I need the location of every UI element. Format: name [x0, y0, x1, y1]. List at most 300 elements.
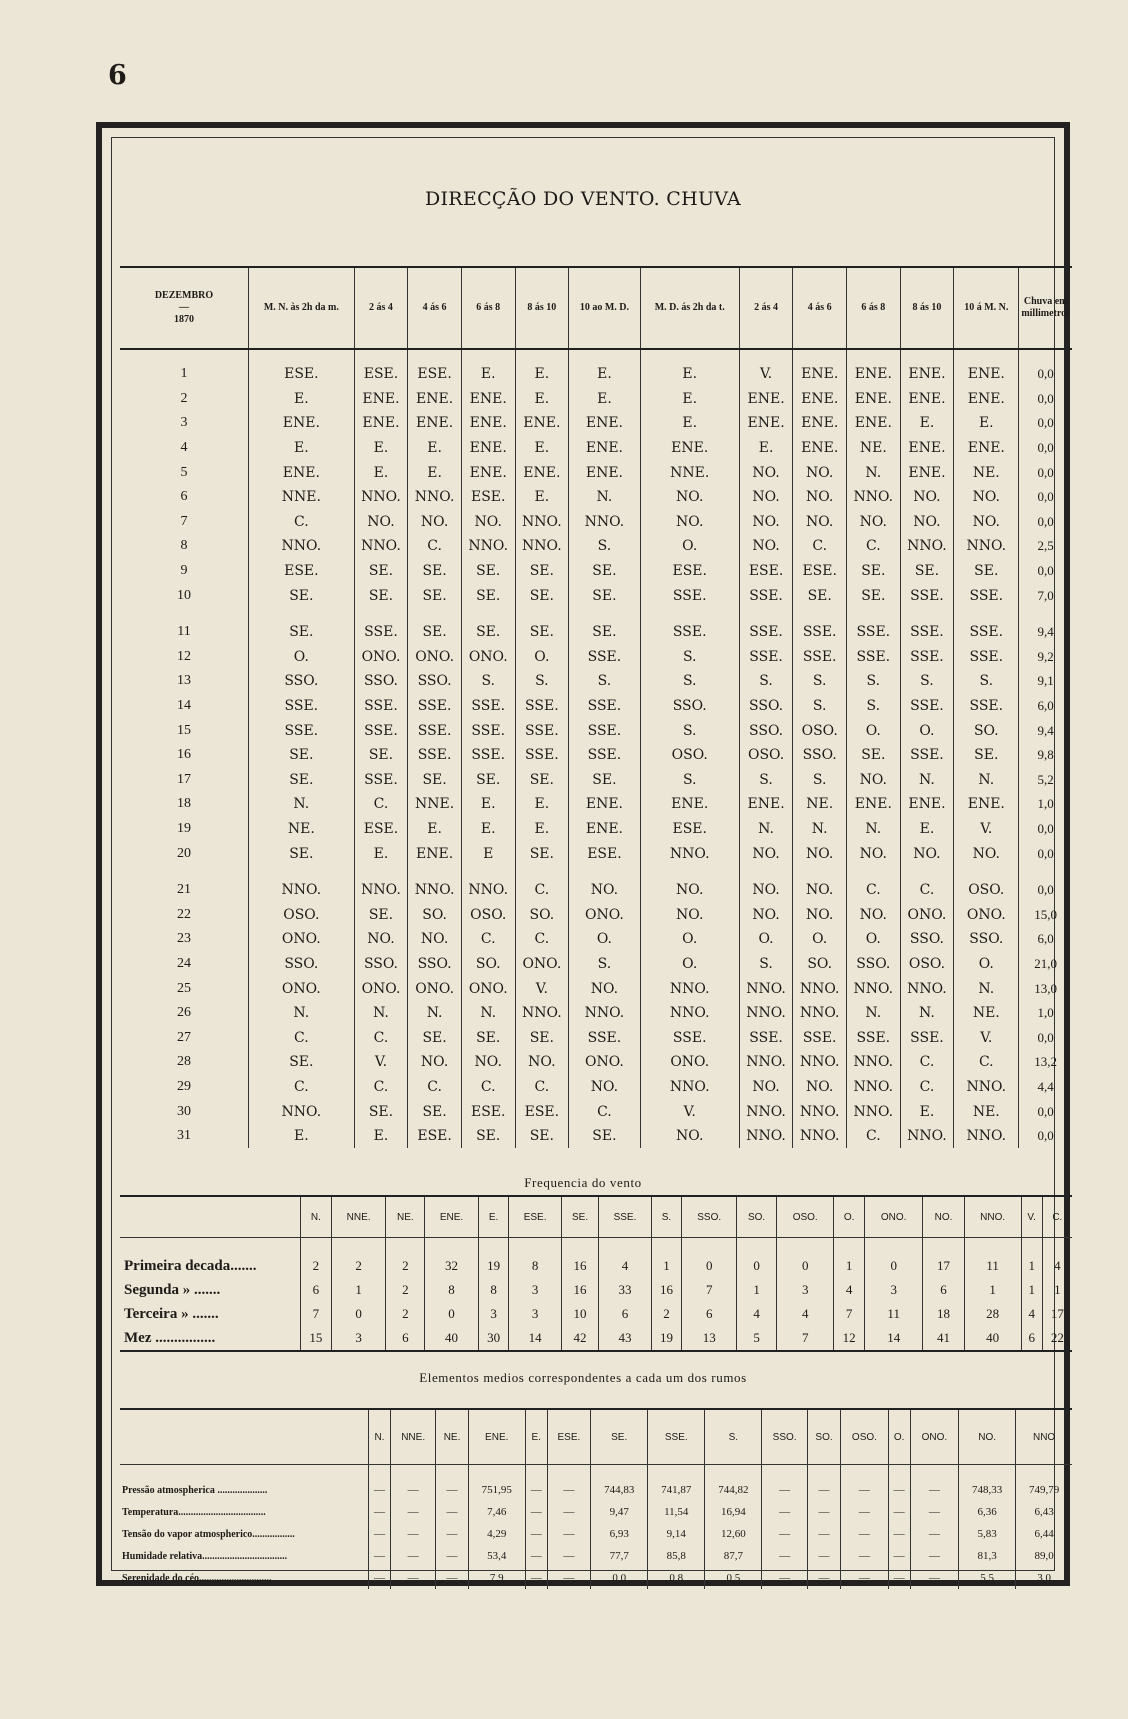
- wind-direction-cell: NNE.: [249, 485, 355, 510]
- wind-direction-cell: NNO.: [640, 976, 739, 1001]
- wind-direction-cell: SSE.: [847, 608, 901, 645]
- wind-direction-cell: C.: [408, 1075, 462, 1100]
- wind-direction-cell: ESE.: [640, 559, 739, 584]
- wind-direction-cell: SSE.: [954, 608, 1019, 645]
- elements-cell: —: [807, 1465, 840, 1502]
- wind-direction-cell: SSO.: [847, 952, 901, 977]
- frequency-cell: 7: [777, 1326, 834, 1351]
- wind-direction-cell: NNO.: [408, 866, 462, 903]
- frequency-cell: 2: [301, 1238, 332, 1279]
- elements-cell: —: [525, 1545, 547, 1567]
- elements-cell: —: [547, 1465, 590, 1502]
- wind-direction-cell: ESE.: [461, 1099, 515, 1124]
- elements-cell: 3,0: [1016, 1567, 1072, 1589]
- day-number: 27: [177, 1029, 191, 1045]
- rain-cell: 15,0: [1019, 902, 1072, 927]
- day-row: [120, 1124, 1072, 1149]
- elements-cell: —: [910, 1523, 959, 1545]
- wind-direction-cell: SSO.: [249, 952, 355, 977]
- elements-cell: 9,14: [648, 1523, 705, 1545]
- wind-direction-cell: SE.: [515, 559, 569, 584]
- day-row: [120, 485, 1072, 510]
- wind-direction-cell: SSE.: [569, 1025, 641, 1050]
- day-row: [120, 718, 1072, 743]
- elements-cell: 53,4: [468, 1545, 525, 1567]
- month-year-header: [120, 267, 249, 349]
- elements-column-header: N.: [369, 1409, 391, 1465]
- elements-cell: —: [436, 1545, 468, 1567]
- wind-direction-cell: NNO.: [354, 866, 408, 903]
- wind-direction-cell: ONO.: [408, 645, 462, 670]
- wind-direction-cell: SSO.: [793, 743, 847, 768]
- wind-direction-cell: NO.: [900, 510, 954, 535]
- wind-direction-cell: NO.: [640, 1124, 739, 1149]
- wind-direction-cell: SSE.: [793, 1025, 847, 1050]
- wind-direction-cell: O.: [847, 718, 901, 743]
- wind-direction-cell: NO.: [793, 1075, 847, 1100]
- wind-direction-cell: NNO.: [847, 1050, 901, 1075]
- rain-cell: 13,0: [1019, 976, 1072, 1001]
- elements-cell: 6,36: [959, 1501, 1016, 1523]
- elements-cell: —: [525, 1523, 547, 1545]
- wind-direction-cell: S.: [640, 768, 739, 793]
- wind-direction-cell: NNO.: [249, 866, 355, 903]
- wind-direction-cell: E.: [249, 1124, 355, 1149]
- elements-column-header: SSE.: [648, 1409, 705, 1465]
- wind-direction-cell: NO.: [739, 1075, 793, 1100]
- elements-cell: 749,79: [1016, 1465, 1072, 1502]
- elements-cell: 7,46: [468, 1501, 525, 1523]
- elements-column-header: ESE.: [547, 1409, 590, 1465]
- rain-cell: 5,2: [1019, 768, 1072, 793]
- rain-cell: 1,0: [1019, 792, 1072, 817]
- rain-cell: 6,0: [1019, 927, 1072, 952]
- elements-cell: —: [807, 1501, 840, 1523]
- frequency-column-header: ENE.: [425, 1196, 478, 1238]
- wind-direction-cell: S.: [900, 669, 954, 694]
- wind-direction-cell: NO.: [408, 927, 462, 952]
- day-number: 26: [177, 1005, 191, 1021]
- wind-direction-cell: NNO.: [793, 976, 847, 1001]
- frequency-cell: 1: [1021, 1278, 1042, 1302]
- wind-direction-cell: SSO.: [354, 952, 408, 977]
- day-number: 30: [177, 1103, 191, 1119]
- elements-cell: 4,29: [468, 1523, 525, 1545]
- wind-direction-cell: E.: [408, 460, 462, 485]
- wind-direction-cell: SE.: [515, 1124, 569, 1149]
- day-row: [120, 902, 1072, 927]
- wind-direction-cell: O.: [569, 927, 641, 952]
- day-row: [120, 841, 1072, 866]
- wind-direction-cell: SE.: [249, 743, 355, 768]
- wind-direction-cell: SE.: [900, 559, 954, 584]
- wind-direction-cell: ONO.: [515, 952, 569, 977]
- day-number: 12: [177, 648, 191, 664]
- wind-direction-cell: NNO.: [847, 1075, 901, 1100]
- wind-direction-cell: E.: [515, 436, 569, 461]
- wind-direction-cell: S.: [739, 768, 793, 793]
- day-number: 13: [177, 673, 191, 689]
- wind-direction-cell: SSE.: [515, 718, 569, 743]
- frequency-cell: 10: [561, 1302, 599, 1326]
- wind-direction-cell: NNE.: [640, 460, 739, 485]
- elements-cell: 6,44: [1016, 1523, 1072, 1545]
- wind-direction-cell: NO.: [954, 485, 1019, 510]
- rain-cell: 9,2: [1019, 645, 1072, 670]
- elements-column-header: E.: [525, 1409, 547, 1465]
- wind-direction-cell: SE.: [408, 583, 462, 608]
- wind-direction-cell: ENE.: [569, 460, 641, 485]
- day-number: 23: [177, 931, 191, 947]
- frequency-cell: 17: [923, 1238, 964, 1279]
- column-header: 8 ás 10: [900, 267, 954, 349]
- wind-direction-cell: O.: [249, 645, 355, 670]
- wind-direction-cell: NNO.: [515, 534, 569, 559]
- frequency-cell: 18: [923, 1302, 964, 1326]
- wind-direction-cell: ENE.: [461, 387, 515, 412]
- wind-direction-cell: SE.: [793, 583, 847, 608]
- wind-direction-cell: SSE.: [408, 743, 462, 768]
- day-row: [120, 927, 1072, 952]
- elements-cell: —: [390, 1501, 435, 1523]
- wind-direction-cell: NNO.: [461, 866, 515, 903]
- day-row: [120, 460, 1072, 485]
- wind-direction-cell: SSE.: [408, 694, 462, 719]
- wind-direction-cell: ESE.: [408, 1124, 462, 1149]
- elements-cell: —: [525, 1567, 547, 1589]
- rain-cell: 0,0: [1019, 460, 1072, 485]
- wind-direction-cell: S.: [793, 694, 847, 719]
- day-row: [120, 583, 1072, 608]
- day-row: [120, 1075, 1072, 1100]
- wind-direction-cell: SSE.: [900, 645, 954, 670]
- wind-direction-cell: ENE.: [954, 792, 1019, 817]
- rain-cell: 9,1: [1019, 669, 1072, 694]
- elements-cell: —: [525, 1465, 547, 1502]
- wind-direction-cell: N.: [739, 817, 793, 842]
- elements-row: [120, 1523, 1072, 1545]
- frequency-cell: 6: [301, 1278, 332, 1302]
- elements-corner-cell: [120, 1409, 369, 1465]
- wind-direction-cell: ONO.: [249, 927, 355, 952]
- elements-cell: —: [390, 1567, 435, 1589]
- wind-direction-cell: NNO.: [249, 534, 355, 559]
- wind-direction-cell: NE.: [954, 460, 1019, 485]
- day-row: [120, 694, 1072, 719]
- wind-direction-cell: ONO.: [954, 902, 1019, 927]
- frequency-cell: 8: [509, 1238, 561, 1279]
- frequency-cell: 4: [834, 1278, 865, 1302]
- wind-direction-cell: O.: [954, 952, 1019, 977]
- wind-direction-cell: C.: [461, 927, 515, 952]
- wind-direction-cell: NNO.: [900, 976, 954, 1001]
- wind-direction-cell: SE.: [569, 608, 641, 645]
- wind-direction-cell: NO.: [569, 1075, 641, 1100]
- month-label: DEZEMBRO: [154, 290, 214, 301]
- wind-direction-cell: SSE.: [408, 718, 462, 743]
- wind-direction-cell: O.: [739, 927, 793, 952]
- wind-direction-cell: C.: [954, 1050, 1019, 1075]
- elements-cell: —: [807, 1545, 840, 1567]
- wind-direction-cell: C.: [515, 866, 569, 903]
- wind-direction-cell: ENE.: [847, 349, 901, 387]
- wind-direction-cell: SE.: [954, 559, 1019, 584]
- elements-cell: 81,3: [959, 1545, 1016, 1567]
- frequency-cell: 12: [834, 1326, 865, 1351]
- wind-direction-cell: SE.: [515, 768, 569, 793]
- frequency-cell: 8: [425, 1278, 478, 1302]
- frequency-cell: 43: [599, 1326, 651, 1351]
- wind-direction-cell: S.: [793, 669, 847, 694]
- elements-row-label: Tensão do vapor atmospherico.................: [122, 1528, 295, 1540]
- wind-direction-cell: NNO.: [847, 485, 901, 510]
- wind-direction-cell: E.: [569, 349, 641, 387]
- frequency-column-header: ONO.: [865, 1196, 923, 1238]
- wind-direction-cell: ESE.: [569, 841, 641, 866]
- wind-direction-cell: SE.: [408, 559, 462, 584]
- wind-direction-cell: SE.: [847, 743, 901, 768]
- wind-direction-cell: SSE.: [954, 645, 1019, 670]
- wind-direction-cell: NNO.: [954, 534, 1019, 559]
- wind-direction-cell: ONO.: [408, 976, 462, 1001]
- elements-cell: —: [762, 1523, 807, 1545]
- elements-cell: —: [436, 1523, 468, 1545]
- wind-direction-cell: V.: [640, 1099, 739, 1124]
- wind-direction-cell: NO.: [515, 1050, 569, 1075]
- wind-direction-cell: SSE.: [954, 583, 1019, 608]
- wind-direction-cell: SSE.: [900, 694, 954, 719]
- wind-direction-cell: C.: [249, 510, 355, 535]
- day-number: 5: [180, 464, 188, 480]
- wind-direction-cell: OSO.: [640, 743, 739, 768]
- wind-direction-cell: ESE.: [249, 559, 355, 584]
- elements-cell: —: [888, 1567, 910, 1589]
- frequency-cell: 1: [1042, 1278, 1072, 1302]
- frequency-cell: 1: [651, 1238, 682, 1279]
- wind-direction-cell: ONO.: [569, 1050, 641, 1075]
- wind-direction-cell: SE.: [354, 559, 408, 584]
- wind-direction-cell: NNO.: [793, 1124, 847, 1149]
- wind-direction-cell: SE.: [847, 583, 901, 608]
- frequency-column-header: SSO.: [682, 1196, 737, 1238]
- wind-direction-cell: NO.: [954, 841, 1019, 866]
- wind-direction-cell: ENE.: [461, 436, 515, 461]
- wind-direction-cell: ENE.: [515, 460, 569, 485]
- rain-cell: 0,0: [1019, 1099, 1072, 1124]
- wind-direction-cell: SE.: [569, 1124, 641, 1149]
- day-number: 8: [180, 538, 188, 554]
- wind-direction-cell: SSE.: [640, 583, 739, 608]
- day-number: 1: [180, 366, 188, 382]
- wind-direction-cell: O.: [640, 952, 739, 977]
- wind-direction-cell: SSO.: [640, 694, 739, 719]
- frequency-cell: 6: [923, 1278, 964, 1302]
- wind-direction-cell: SSE.: [249, 694, 355, 719]
- wind-direction-cell: C.: [354, 1025, 408, 1050]
- wind-direction-cell: N.: [847, 1001, 901, 1026]
- day-row: [120, 669, 1072, 694]
- elements-cell: —: [762, 1501, 807, 1523]
- wind-direction-cell: E.: [249, 387, 355, 412]
- wind-direction-cell: S.: [640, 645, 739, 670]
- day-row: [120, 743, 1072, 768]
- wind-direction-cell: ENE.: [739, 387, 793, 412]
- day-number: 22: [177, 906, 191, 922]
- elements-cell: —: [369, 1501, 391, 1523]
- elements-cell: 6,43: [1016, 1501, 1072, 1523]
- wind-direction-cell: ENE.: [408, 387, 462, 412]
- wind-direction-cell: SSE.: [640, 608, 739, 645]
- wind-direction-cell: SSE.: [847, 645, 901, 670]
- wind-direction-cell: SE.: [569, 583, 641, 608]
- wind-direction-cell: C.: [847, 866, 901, 903]
- day-number: 21: [177, 882, 191, 898]
- wind-direction-cell: SSE.: [847, 1025, 901, 1050]
- wind-direction-cell: S.: [793, 768, 847, 793]
- day-row: [120, 608, 1072, 645]
- wind-direction-cell: NO.: [408, 1050, 462, 1075]
- table-frame: [96, 122, 1070, 1586]
- elements-cell: —: [547, 1545, 590, 1567]
- frequency-column-header: NE.: [386, 1196, 425, 1238]
- day-number: 24: [177, 955, 191, 971]
- elements-row-label: Temperatura...................................: [122, 1506, 266, 1518]
- page-title: DIRECÇÃO DO VENTO. CHUVA: [424, 188, 742, 210]
- elements-cell: 77,7: [591, 1545, 648, 1567]
- day-number: 3: [180, 415, 188, 431]
- wind-direction-cell: SSE.: [354, 694, 408, 719]
- wind-direction-cell: O.: [640, 927, 739, 952]
- day-number: 6: [180, 489, 188, 505]
- column-header: 4 ás 6: [408, 267, 462, 349]
- header-dash: —: [179, 302, 189, 313]
- wind-direction-cell: SE.: [249, 1050, 355, 1075]
- wind-direction-cell: ENE.: [640, 436, 739, 461]
- elements-column-header: ENE.: [468, 1409, 525, 1465]
- wind-direction-cell: NO.: [847, 841, 901, 866]
- wind-direction-cell: SSO.: [900, 927, 954, 952]
- wind-direction-cell: ENE.: [793, 349, 847, 387]
- elements-cell: —: [841, 1523, 889, 1545]
- wind-direction-cell: E.: [461, 349, 515, 387]
- wind-direction-cell: SE.: [249, 841, 355, 866]
- elements-column-header: NO.: [959, 1409, 1016, 1465]
- wind-direction-cell: SE.: [461, 1124, 515, 1149]
- wind-direction-cell: ONO.: [249, 976, 355, 1001]
- frequency-cell: 32: [425, 1238, 478, 1279]
- wind-direction-cell: NO.: [640, 866, 739, 903]
- wind-direction-cell: E.: [640, 349, 739, 387]
- wind-direction-cell: S.: [954, 669, 1019, 694]
- elements-cell: —: [888, 1523, 910, 1545]
- wind-direction-cell: NO.: [739, 841, 793, 866]
- frequency-cell: 4: [777, 1302, 834, 1326]
- wind-direction-cell: C.: [249, 1025, 355, 1050]
- wind-direction-cell: NO.: [354, 927, 408, 952]
- frequency-cell: 0: [682, 1238, 737, 1279]
- day-number: 14: [177, 698, 191, 714]
- wind-direction-cell: ENE.: [739, 411, 793, 436]
- frequency-cell: 0: [331, 1302, 386, 1326]
- frequency-cell: 7: [301, 1302, 332, 1326]
- wind-direction-cell: S.: [515, 669, 569, 694]
- frequency-column-header: OSO.: [777, 1196, 834, 1238]
- wind-direction-cell: E.: [354, 460, 408, 485]
- wind-direction-cell: S.: [569, 534, 641, 559]
- wind-direction-cell: N.: [461, 1001, 515, 1026]
- frequency-header-row: [120, 1196, 1072, 1238]
- wind-direction-cell: NNO.: [640, 1001, 739, 1026]
- rain-cell: 2,5: [1019, 534, 1072, 559]
- wind-direction-cell: C.: [354, 1075, 408, 1100]
- wind-direction-cell: NO.: [847, 902, 901, 927]
- elements-cell: —: [436, 1465, 468, 1502]
- wind-direction-cell: NO.: [640, 485, 739, 510]
- frequency-cell: 30: [478, 1326, 509, 1351]
- wind-direction-cell: SSO.: [739, 694, 793, 719]
- wind-direction-cell: NO.: [739, 902, 793, 927]
- wind-direction-cell: ENE.: [408, 411, 462, 436]
- wind-direction-cell: E: [461, 841, 515, 866]
- wind-direction-cell: ESE.: [793, 559, 847, 584]
- frequency-row: [120, 1302, 1072, 1326]
- day-number: 4: [180, 440, 188, 456]
- rain-cell: 1,0: [1019, 1001, 1072, 1026]
- elements-cell: 5,5: [959, 1567, 1016, 1589]
- wind-direction-cell: SE.: [461, 583, 515, 608]
- elements-cell: —: [841, 1545, 889, 1567]
- frequency-cell: 6: [599, 1302, 651, 1326]
- wind-direction-cell: SO.: [408, 902, 462, 927]
- elements-column-header: SSO.: [762, 1409, 807, 1465]
- wind-direction-cell: N.: [954, 976, 1019, 1001]
- wind-direction-cell: OSO.: [793, 718, 847, 743]
- elements-cell: —: [547, 1523, 590, 1545]
- column-header: M. D. ás 2h da t.: [640, 267, 739, 349]
- wind-direction-cell: E.: [954, 411, 1019, 436]
- wind-direction-cell: SE.: [569, 559, 641, 584]
- rain-cell: 9,8: [1019, 743, 1072, 768]
- wind-direction-cell: NO.: [739, 534, 793, 559]
- wind-direction-cell: ENE.: [461, 460, 515, 485]
- elements-cell: —: [910, 1545, 959, 1567]
- elements-cell: 16,94: [705, 1501, 762, 1523]
- day-number: 11: [177, 624, 191, 640]
- wind-direction-cell: NO.: [461, 510, 515, 535]
- frequency-column-header: NNE.: [331, 1196, 386, 1238]
- wind-direction-cell: SO.: [954, 718, 1019, 743]
- column-header: 2 ás 4: [739, 267, 793, 349]
- wind-direction-cell: SE.: [354, 583, 408, 608]
- wind-direction-table: [120, 266, 1072, 1148]
- column-header: M. N. às 2h da m.: [249, 267, 355, 349]
- frequency-cell: 2: [651, 1302, 682, 1326]
- wind-direction-cell: SSE.: [569, 718, 641, 743]
- wind-direction-cell: SSE.: [739, 608, 793, 645]
- wind-direction-cell: SSE.: [354, 608, 408, 645]
- day-row: [120, 1025, 1072, 1050]
- elements-row: [120, 1501, 1072, 1523]
- wind-direction-cell: SE.: [461, 768, 515, 793]
- day-row: [120, 534, 1072, 559]
- wind-direction-cell: S.: [739, 669, 793, 694]
- wind-direction-cell: SSE.: [900, 743, 954, 768]
- day-number: 17: [177, 771, 191, 787]
- wind-direction-cell: E.: [515, 817, 569, 842]
- elements-column-header: S.: [705, 1409, 762, 1465]
- frequency-cell: 19: [478, 1238, 509, 1279]
- wind-direction-cell: SE.: [515, 1025, 569, 1050]
